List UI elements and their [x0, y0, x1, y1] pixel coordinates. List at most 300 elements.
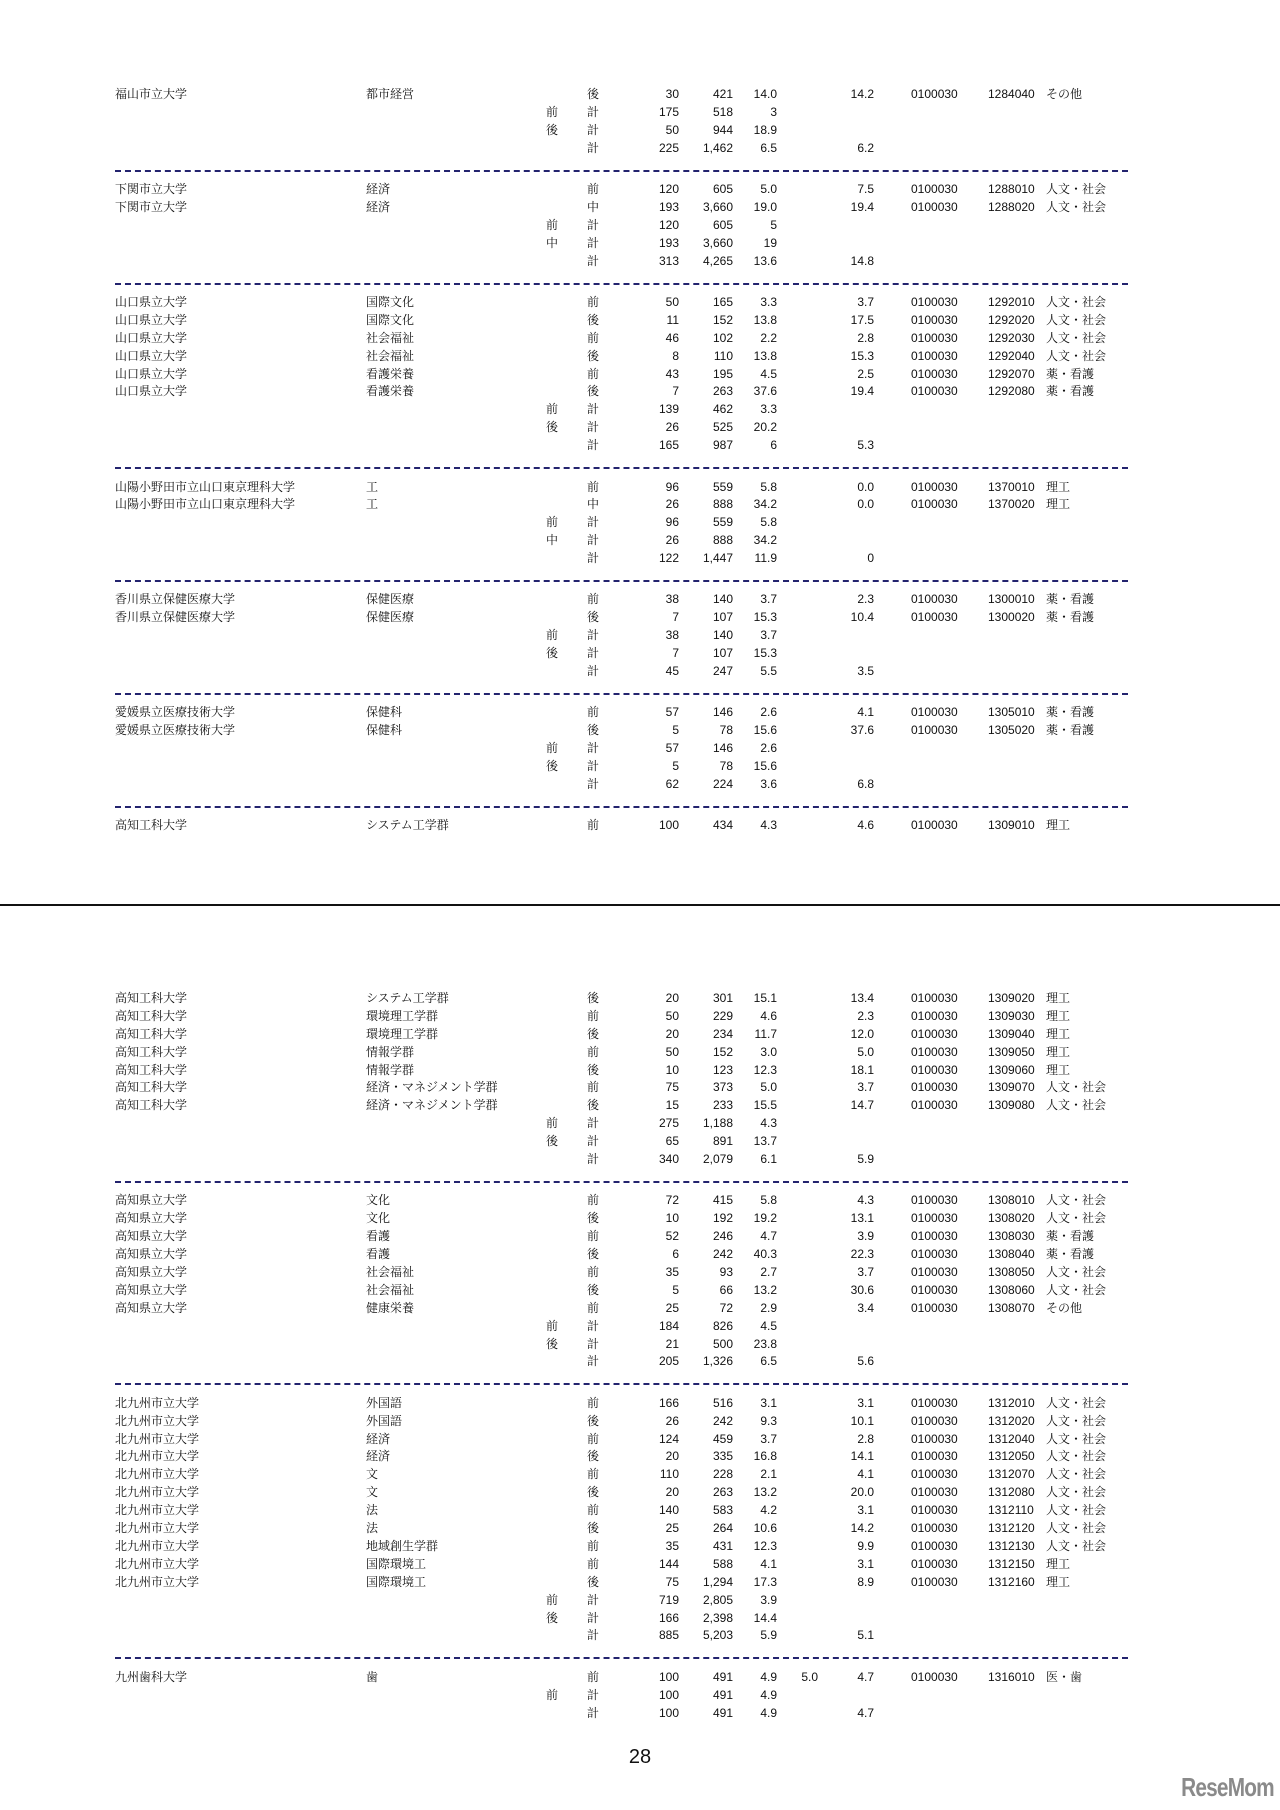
subtotal-row: [0, 235, 1280, 253]
code-2: 1309070: [988, 1080, 1035, 1095]
applicants: 373: [712, 1080, 733, 1095]
ratio: 12.3: [753, 1538, 777, 1553]
applicants: 3,660: [702, 235, 733, 250]
university-name: 山口県立大学: [115, 295, 188, 310]
department: 外国語: [366, 1413, 403, 1428]
department: 文: [366, 1467, 379, 1482]
department: 保健医療: [366, 610, 415, 625]
previous-ratio: 3.7: [857, 1080, 874, 1095]
category: 人文・社会: [1046, 1395, 1107, 1410]
capacity: 184: [658, 1318, 679, 1333]
exam-schedule: 前: [586, 1538, 599, 1553]
code-2: 1300010: [988, 592, 1035, 607]
capacity: 50: [665, 1008, 679, 1023]
subtotal-row: [0, 1336, 1280, 1354]
university-section: [0, 817, 1280, 835]
department: 看護栄養: [366, 366, 415, 381]
previous-ratio: 12.0: [850, 1026, 874, 1041]
capacity: 96: [665, 479, 679, 494]
code-1: 0100030: [911, 1538, 958, 1553]
category: その他: [1046, 1300, 1083, 1315]
university-name: 北九州市立大学: [115, 1431, 200, 1446]
table-row: [0, 1246, 1280, 1264]
capacity: 100: [658, 818, 679, 833]
subtotal-row: [0, 776, 1280, 794]
ratio: 5: [770, 217, 777, 232]
previous-ratio: 4.7: [857, 1669, 874, 1684]
exam-schedule: 計: [586, 1134, 599, 1149]
table-row: [0, 1282, 1280, 1300]
capacity: 313: [658, 253, 679, 268]
applicants: 165: [712, 295, 733, 310]
exam-schedule: 後: [586, 1098, 599, 1113]
category: 人文・社会: [1046, 182, 1107, 197]
code-1: 0100030: [911, 1431, 958, 1446]
previous-ratio: 14.1: [850, 1449, 874, 1464]
applicants: 415: [712, 1193, 733, 1208]
subtotal-row: [0, 253, 1280, 271]
code-2: 1308060: [988, 1282, 1035, 1297]
applicants: 2,079: [702, 1152, 733, 1167]
subtotal-row: [0, 1151, 1280, 1169]
department: 環境理工学群: [366, 1026, 439, 1041]
capacity: 20: [665, 1026, 679, 1041]
category: 人文・社会: [1046, 1449, 1107, 1464]
applicants: 228: [712, 1467, 733, 1482]
university-name: 高知県立大学: [115, 1282, 188, 1297]
capacity: 110: [659, 1467, 679, 1482]
capacity: 11: [666, 312, 679, 327]
ratio: 15.6: [753, 723, 777, 738]
capacity: 6: [672, 1247, 679, 1262]
applicants: 1,188: [702, 1116, 733, 1131]
department: 国際環境工: [366, 1556, 427, 1571]
university-name: 北九州市立大学: [115, 1574, 200, 1589]
capacity: 7: [672, 384, 679, 399]
category: 理工: [1046, 991, 1071, 1005]
ratio: 2.1: [760, 1467, 777, 1482]
exam-schedule: 計: [586, 1705, 599, 1720]
code-2: 1309080: [988, 1098, 1035, 1113]
code-1: 0100030: [911, 1669, 958, 1684]
department: 社会福祉: [366, 348, 415, 363]
exam-schedule: 計: [586, 1628, 599, 1643]
code-2: 1309050: [988, 1044, 1035, 1059]
table-row: [0, 294, 1280, 312]
exam-schedule: 後: [586, 991, 599, 1005]
applicants: 233: [712, 1098, 733, 1113]
code-1: 0100030: [911, 1062, 958, 1077]
code-1: 0100030: [911, 818, 958, 833]
ratio: 4.5: [760, 1318, 777, 1333]
code-2: 1300020: [988, 610, 1035, 625]
previous-ratio: 5.6: [857, 1354, 874, 1369]
table-row: [0, 348, 1280, 366]
capacity: 100: [658, 1669, 679, 1684]
code-1: 0100030: [911, 610, 958, 625]
department: 法: [366, 1521, 379, 1536]
capacity: 166: [658, 1610, 679, 1625]
ratio: 3.0: [760, 1044, 777, 1059]
resemom-logo: ReseMom: [1181, 1772, 1274, 1802]
category: 人文・社会: [1046, 312, 1107, 327]
code-2: 1312070: [988, 1467, 1035, 1482]
previous-ratio: 14.8: [850, 253, 874, 268]
previous-ratio: 4.6: [857, 818, 874, 833]
ratio: 4.3: [760, 818, 777, 833]
table-row: [0, 383, 1280, 401]
ratio: 19.2: [753, 1211, 777, 1226]
applicants: 146: [712, 741, 733, 756]
university-name: 北九州市立大学: [115, 1413, 200, 1428]
previous-ratio: 3.9: [857, 1229, 874, 1244]
capacity: 7: [672, 646, 679, 661]
code-2: 1309030: [988, 1008, 1035, 1023]
ratio: 5.5: [760, 664, 777, 679]
exam-schedule: 前: [586, 330, 599, 345]
capacity: 26: [665, 497, 679, 512]
university-name: 香川県立保健医療大学: [115, 610, 236, 625]
university-name: 北九州市立大学: [115, 1503, 200, 1518]
department: 看護: [366, 1247, 391, 1262]
code-2: 1312080: [988, 1485, 1035, 1500]
capacity: 57: [665, 741, 679, 756]
ratio: 9.3: [760, 1413, 777, 1428]
section-separator: [0, 1169, 1280, 1193]
applicants: 491: [712, 1687, 733, 1702]
code-1: 0100030: [911, 1247, 958, 1262]
category: 理工: [1046, 479, 1071, 494]
code-2: 1308050: [988, 1264, 1035, 1279]
previous-ratio: 8.9: [857, 1574, 874, 1589]
table-row: [0, 1484, 1280, 1502]
applicants: 518: [712, 104, 733, 119]
ratio: 13.7: [753, 1134, 777, 1149]
ratio: 3.7: [760, 592, 777, 607]
department: 経済: [366, 1449, 391, 1464]
capacity: 65: [665, 1134, 679, 1149]
capacity: 72: [665, 1193, 679, 1208]
university-section: [0, 1395, 1280, 1645]
university-section: [0, 1192, 1280, 1371]
subtotal-schedule: 後: [545, 122, 558, 137]
category: 理工: [1046, 1008, 1071, 1023]
category: 薬・看護: [1046, 705, 1095, 720]
category: 薬・看護: [1046, 366, 1095, 381]
section-separator: [0, 158, 1280, 182]
previous-ratio: 14.2: [850, 1521, 874, 1536]
exam-schedule: 前: [586, 366, 599, 381]
ratio: 14.4: [753, 1610, 777, 1625]
capacity: 25: [665, 1521, 679, 1536]
department: 環境理工学群: [366, 1008, 439, 1023]
exam-schedule: 計: [586, 1592, 599, 1607]
code-1: 0100030: [911, 592, 958, 607]
university-section: [0, 990, 1280, 1169]
applicants: 123: [712, 1062, 733, 1077]
university-name: 高知県立大学: [115, 1193, 188, 1208]
applicants: 4,265: [702, 253, 733, 268]
previous-ratio: 3.1: [857, 1556, 874, 1571]
table-row: [0, 1026, 1280, 1044]
capacity: 340: [658, 1152, 679, 1167]
ratio: 37.6: [753, 384, 777, 399]
university-name: 高知工科大学: [115, 991, 188, 1005]
previous-ratio: 22.3: [850, 1247, 874, 1262]
department: 経済・マネジメント学群: [366, 1080, 498, 1095]
exam-schedule: 計: [586, 217, 599, 232]
capacity: 15: [665, 1098, 679, 1113]
table-row: [0, 1502, 1280, 1520]
exam-schedule: 計: [586, 104, 599, 119]
code-1: 0100030: [911, 1467, 958, 1482]
capacity: 122: [658, 551, 679, 566]
table-row: [0, 609, 1280, 627]
code-1: 0100030: [911, 991, 958, 1005]
ratio: 4.9: [760, 1687, 777, 1702]
applicants: 242: [712, 1247, 733, 1262]
capacity: 26: [665, 533, 679, 548]
category: 薬・看護: [1046, 592, 1095, 607]
category: 人文・社会: [1046, 1485, 1107, 1500]
university-name: 高知県立大学: [115, 1247, 188, 1262]
capacity: 75: [665, 1574, 679, 1589]
ratio: 2.6: [760, 741, 777, 756]
table-row: [0, 1008, 1280, 1026]
table-row: [0, 722, 1280, 740]
table-row: [0, 1300, 1280, 1318]
ratio: 15.1: [753, 991, 777, 1005]
previous-ratio: 5.3: [857, 438, 874, 453]
table-row: [0, 1044, 1280, 1062]
ratio: 14.0: [753, 87, 777, 101]
exam-schedule: 後: [586, 87, 599, 101]
department: 外国語: [366, 1395, 403, 1410]
category: 薬・看護: [1046, 723, 1095, 738]
exam-schedule: 後: [586, 1413, 599, 1428]
department: 情報学群: [366, 1062, 415, 1077]
exam-schedule: 前: [586, 1300, 599, 1315]
ratio: 34.2: [753, 497, 777, 512]
exam-schedule: 後: [586, 1521, 599, 1536]
applicants: 462: [712, 402, 733, 417]
exam-schedule: 前: [586, 818, 599, 833]
exam-schedule: 計: [586, 777, 599, 791]
category: 人文・社会: [1046, 295, 1107, 310]
capacity: 275: [658, 1116, 679, 1131]
table-row: [0, 1466, 1280, 1484]
exam-schedule: 計: [586, 759, 599, 774]
applicants: 263: [712, 384, 733, 399]
ratio: 5.8: [760, 479, 777, 494]
subtotal-schedule: 前: [545, 1318, 558, 1333]
capacity: 10: [665, 1062, 679, 1077]
code-1: 0100030: [911, 723, 958, 738]
section-separator: [0, 271, 1280, 295]
table-row: [0, 366, 1280, 384]
department: システム工学群: [366, 818, 449, 833]
previous-ratio: 0.0: [857, 479, 874, 494]
table-row: [0, 1395, 1280, 1413]
code-2: 1308040: [988, 1247, 1035, 1262]
table-row: [0, 496, 1280, 514]
category: 薬・看護: [1046, 1229, 1095, 1244]
code-1: 0100030: [911, 1098, 958, 1113]
capacity: 46: [665, 330, 679, 345]
capacity: 96: [665, 515, 679, 530]
previous-ratio: 3.7: [857, 295, 874, 310]
subtotal-row: [0, 401, 1280, 419]
capacity: 50: [665, 1044, 679, 1059]
previous-ratio: 2.8: [857, 1431, 874, 1446]
subtotal-row: [0, 1353, 1280, 1371]
ratio: 2.2: [760, 330, 777, 345]
previous-ratio: 10.1: [850, 1413, 874, 1428]
exam-schedule: 前: [586, 592, 599, 607]
category: 人文・社会: [1046, 330, 1107, 345]
subtotal-row: [0, 663, 1280, 681]
exam-schedule: 計: [586, 1354, 599, 1369]
subtotal-row: [0, 1115, 1280, 1133]
applicants: 1,462: [702, 140, 733, 155]
exam-schedule: 計: [586, 438, 599, 453]
capacity: 35: [665, 1264, 679, 1279]
ratio: 3: [770, 104, 777, 119]
category: 人文・社会: [1046, 1264, 1107, 1279]
university-name: 山口県立大学: [115, 348, 188, 363]
previous-ratio: 2.8: [857, 330, 874, 345]
ratio: 12.3: [753, 1062, 777, 1077]
previous-ratio: 2.3: [857, 1008, 874, 1023]
ratio: 19: [763, 235, 777, 250]
code-2: 1312050: [988, 1449, 1035, 1464]
applicants: 525: [712, 420, 733, 435]
subtotal-row: [0, 419, 1280, 437]
applicants: 78: [719, 759, 733, 774]
applicants: 559: [712, 479, 733, 494]
ratio: 15.3: [753, 610, 777, 625]
subtotal-row: [0, 1687, 1280, 1705]
ratio: 4.1: [760, 1556, 777, 1571]
capacity: 38: [665, 628, 679, 643]
department: 経済・マネジメント学群: [366, 1098, 498, 1113]
exam-schedule: 前: [586, 479, 599, 494]
category: 人文・社会: [1046, 1211, 1107, 1226]
code-2: 1316010: [988, 1669, 1035, 1684]
exam-schedule: 前: [586, 1264, 599, 1279]
exam-schedule: 計: [586, 664, 599, 679]
code-1: 0100030: [911, 1008, 958, 1023]
code-2: 1312020: [988, 1413, 1035, 1428]
ratio: 13.2: [753, 1282, 777, 1297]
table-row: [0, 86, 1280, 104]
ratio: 3.9: [760, 1592, 777, 1607]
category: 人文・社会: [1046, 1503, 1107, 1518]
applicants: 5,203: [702, 1628, 733, 1643]
table-row: [0, 1228, 1280, 1246]
table-row: [0, 1097, 1280, 1115]
capacity: 45: [665, 664, 679, 679]
previous-ratio: 14.7: [850, 1098, 874, 1113]
ratio: 3.7: [760, 1431, 777, 1446]
subtotal-schedule: 前: [545, 515, 558, 530]
category: その他: [1046, 87, 1083, 101]
applicants: 335: [712, 1449, 733, 1464]
exam-schedule: 計: [586, 1610, 599, 1625]
capacity: 75: [665, 1080, 679, 1095]
ratio: 34.2: [753, 533, 777, 548]
subtotal-schedule: 前: [545, 1687, 558, 1702]
exam-schedule: 前: [586, 1229, 599, 1244]
subtotal-row: [0, 217, 1280, 235]
applicants: 516: [712, 1395, 733, 1410]
subtotal-schedule: 後: [545, 759, 558, 774]
ratio: 17.3: [753, 1574, 777, 1589]
code-2: 1309060: [988, 1062, 1035, 1077]
subtotal-schedule: 後: [545, 420, 558, 435]
capacity: 10: [665, 1211, 679, 1226]
applicants: 246: [712, 1229, 733, 1244]
code-2: 1305020: [988, 723, 1035, 738]
university-name: 高知工科大学: [115, 818, 188, 833]
applicants: 72: [719, 1300, 733, 1315]
category: 理工: [1046, 818, 1071, 833]
department: 国際環境工: [366, 1574, 427, 1589]
university-name: 山陽小野田市立山口東京理科大学: [115, 479, 296, 494]
code-1: 0100030: [911, 1503, 958, 1518]
code-1: 0100030: [911, 497, 958, 512]
applicants: 66: [719, 1282, 733, 1297]
page-divider: [0, 904, 1280, 906]
applicants: 431: [712, 1538, 733, 1553]
university-name: 高知工科大学: [115, 1026, 188, 1041]
university-name: 高知工科大学: [115, 1044, 188, 1059]
exam-schedule: 後: [586, 348, 599, 363]
table-row: [0, 704, 1280, 722]
ratio: 3.1: [760, 1395, 777, 1410]
department: 看護: [366, 1229, 391, 1244]
table-row: [0, 990, 1280, 1008]
applicants: 224: [712, 777, 733, 791]
code-1: 0100030: [911, 705, 958, 720]
subtotal-row: [0, 758, 1280, 776]
applicants: 583: [712, 1503, 733, 1518]
university-name: 福山市立大学: [115, 87, 188, 101]
table-row: [0, 1079, 1280, 1097]
code-2: 1309020: [988, 991, 1035, 1005]
applicants: 588: [712, 1556, 733, 1571]
exam-schedule: 後: [586, 384, 599, 399]
code-2: 1312120: [988, 1521, 1035, 1536]
department: 健康栄養: [366, 1300, 415, 1315]
table-row: [0, 1062, 1280, 1080]
applicants: 559: [712, 515, 733, 530]
capacity: 57: [665, 705, 679, 720]
previous-ratio: 17.5: [850, 312, 874, 327]
exam-schedule: 計: [586, 1152, 599, 1167]
university-name: 山口県立大学: [115, 330, 188, 345]
category: 医・歯: [1046, 1669, 1083, 1684]
university-section: [0, 181, 1280, 270]
university-name: 山口県立大学: [115, 312, 188, 327]
university-section: [0, 704, 1280, 793]
department: 保健科: [366, 723, 403, 738]
code-2: 1312010: [988, 1395, 1035, 1410]
code-1: 0100030: [911, 1395, 958, 1410]
applicants: 826: [712, 1318, 733, 1333]
category: 薬・看護: [1046, 610, 1095, 625]
ratio: 4.6: [760, 1008, 777, 1023]
